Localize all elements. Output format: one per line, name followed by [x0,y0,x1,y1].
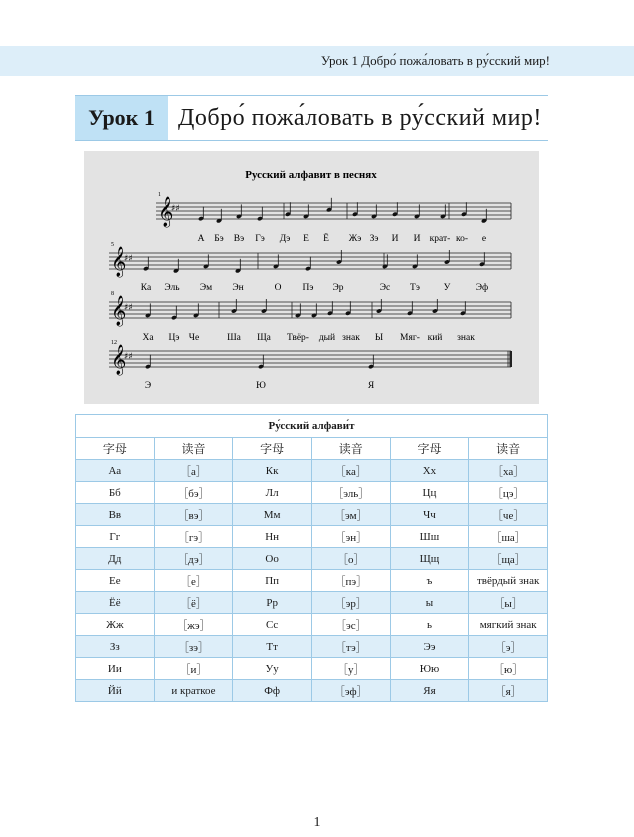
lyric-syllable: Эр [332,283,344,293]
reading-cell: ［эф］ [311,680,390,702]
alphabet-row [76,526,548,548]
reading-cell: ［бэ］ [154,482,233,504]
lyric-syllable: Эн [232,283,244,293]
alphabet-row [76,636,548,658]
lyric-syllable: А [197,234,205,244]
reading-cell: ［ы］ [469,592,548,614]
lyric-syllable: Зэ [369,234,379,244]
lyric-syllable: О [274,283,282,293]
reading-cell: ［эс］ [311,614,390,636]
reading-cell: ［вэ］ [154,504,233,526]
lyric-syllable: Эм [199,283,213,293]
page-number: 1 [313,815,321,830]
lyric-syllable: Эль [164,283,180,293]
lyric-syllable: знак [457,333,475,343]
lyric-syllable: кий [427,333,443,343]
running-header [0,46,634,76]
lyric-syllable: знак [342,333,360,343]
letter-cell: Щщ [390,548,469,570]
reading-cell: ［тэ］ [311,636,390,658]
lyric-syllable: Мяг- [400,333,420,343]
reading-cell: ［и］ [154,658,233,680]
letter-cell: Пп [233,570,312,592]
letter-cell: Вв [76,504,155,526]
reading-cell: твёрдый знак [469,570,548,592]
letter-cell: Жж [76,614,155,636]
lyric-syllable: Ё [323,234,329,244]
lyric-syllable: Ы [374,333,384,343]
lyric-syllable: Жэ [348,234,362,244]
letter-cell: Лл [233,482,312,504]
reading-cell: ［жэ］ [154,614,233,636]
alphabet-caption: Ру́сский алфави́т [76,415,548,438]
letter-cell: Йй [76,680,155,702]
letter-cell: Цц [390,482,469,504]
reading-cell: ［ю］ [469,658,548,680]
lyric-syllable: Ща [257,333,271,343]
reading-cell: ［е］ [154,570,233,592]
letter-cell: Нн [233,526,312,548]
lyric-syllable: И [413,234,421,244]
header-letter: 字母 [76,438,155,460]
treble-clef-icon: 𝄞 [111,345,127,375]
reading-cell: ［зэ］ [154,636,233,658]
alphabet-row [76,504,548,526]
lyric-syllable: Ша [227,333,241,343]
treble-clef-icon: 𝄞 [158,197,174,227]
alphabet-row [76,592,548,614]
lyric-syllable: Твёр- [287,333,309,343]
lyric-syllable: ко- [455,234,469,244]
alphabet-row [76,680,548,702]
reading-cell: ［эль］ [311,482,390,504]
letter-cell: Яя [390,680,469,702]
alphabet-row [76,570,548,592]
lyric-syllable: дый [318,333,336,343]
lyric-syllable: Гэ [255,234,265,244]
alphabet-table [75,414,548,702]
reading-cell: ［че］ [469,504,548,526]
reading-cell: ［ща］ [469,548,548,570]
letter-cell: Ии [76,658,155,680]
letter-cell: Дд [76,548,155,570]
letter-cell: Хх [390,460,469,482]
header-reading: 读音 [311,438,390,460]
letter-cell: Ёё [76,592,155,614]
lyric-syllable: Пэ [302,283,314,293]
key-signature-icon: ♯♯ [124,254,133,264]
letter-cell: Ее [76,570,155,592]
letter-cell: Рр [233,592,312,614]
measure-number: 1 [158,192,161,198]
reading-cell: ［пэ］ [311,570,390,592]
reading-cell: ［э］ [469,636,548,658]
letter-cell: Кк [233,460,312,482]
measure-number: 12 [111,340,117,346]
header-letter: 字母 [233,438,312,460]
running-title: Урок 1 Добро́ пожа́ловать в ру́сский мир! [320,53,550,68]
treble-clef-icon: 𝄞 [111,296,127,326]
letter-cell: Бб [76,482,155,504]
header-reading: 读音 [154,438,233,460]
reading-cell: ［эн］ [311,526,390,548]
lesson-number: Урок 1 [75,96,168,140]
lesson-title-bar [75,95,548,141]
measure-number: 8 [111,291,114,297]
lyric-syllable: Эф [475,283,489,293]
lyric-syllable: И [391,234,399,244]
lyric-syllable: Ха [142,333,154,343]
lyric-syllable: крат- [429,234,451,244]
alphabet-row [76,548,548,570]
letter-cell: Оо [233,548,312,570]
letter-cell: Зз [76,636,155,658]
lyric-syllable: Тэ [410,283,420,293]
reading-cell: и краткое [154,680,233,702]
reading-cell: ［цэ］ [469,482,548,504]
song-score [84,151,539,404]
reading-cell: ［ка］ [311,460,390,482]
final-bar-line [510,351,513,367]
letter-cell: Уу [233,658,312,680]
lesson-title: Добро́ пожа́ловать в ру́сский мир! [178,105,542,131]
lyric-syllable: Бэ [214,234,224,244]
reading-cell: ［эм］ [311,504,390,526]
alphabet-row [76,482,548,504]
letter-cell: Мм [233,504,312,526]
reading-cell: ［я］ [469,680,548,702]
letter-cell: ъ [390,570,469,592]
alphabet-row [76,460,548,482]
key-signature-icon: ♯♯ [124,352,133,362]
reading-cell: ［а］ [154,460,233,482]
lyric-syllable: е [481,234,487,244]
letter-cell: Юю [390,658,469,680]
reading-cell: ［гэ］ [154,526,233,548]
header-reading: 读音 [469,438,548,460]
lyric-syllable: Е [303,234,309,244]
reading-cell: ［ша］ [469,526,548,548]
lyric-syllable: Эс [379,283,391,293]
reading-cell: ［ха］ [469,460,548,482]
measure-number: 5 [111,242,114,248]
lyric-syllable: Дэ [279,234,291,244]
header-letter: 字母 [390,438,469,460]
treble-clef-icon: 𝄞 [111,247,127,277]
letter-cell: Чч [390,504,469,526]
letter-cell: ь [390,614,469,636]
letter-cell: Фф [233,680,312,702]
reading-cell: ［у］ [311,658,390,680]
reading-cell: ［о］ [311,548,390,570]
lyric-syllable: Вэ [233,234,245,244]
lyric-syllable: Ка [140,283,152,293]
lyric-syllable: Ю [256,381,266,391]
lyric-syllable: Цэ [168,333,180,343]
song-title: Русский алфавит в песнях [245,169,377,181]
alphabet-row [76,658,548,680]
lyric-syllable: Че [188,333,200,343]
lyric-syllable: Я [367,381,375,391]
reading-cell: ［ё］ [154,592,233,614]
letter-cell: Ээ [390,636,469,658]
reading-cell: ［дэ］ [154,548,233,570]
lyric-syllable: У [443,283,451,293]
letter-cell: Шш [390,526,469,548]
sheet-music [84,151,539,404]
alphabet-row [76,614,548,636]
letter-cell: Тт [233,636,312,658]
lyric-syllable: Э [144,381,152,391]
reading-cell: мягкий знак [469,614,548,636]
letter-cell: Сс [233,614,312,636]
letter-cell: Гг [76,526,155,548]
key-signature-icon: ♯♯ [124,303,133,313]
key-signature-icon: ♯♯ [171,204,180,214]
reading-cell: ［эр］ [311,592,390,614]
letter-cell: ы [390,592,469,614]
letter-cell: Аа [76,460,155,482]
alphabet-header-row [76,438,548,460]
